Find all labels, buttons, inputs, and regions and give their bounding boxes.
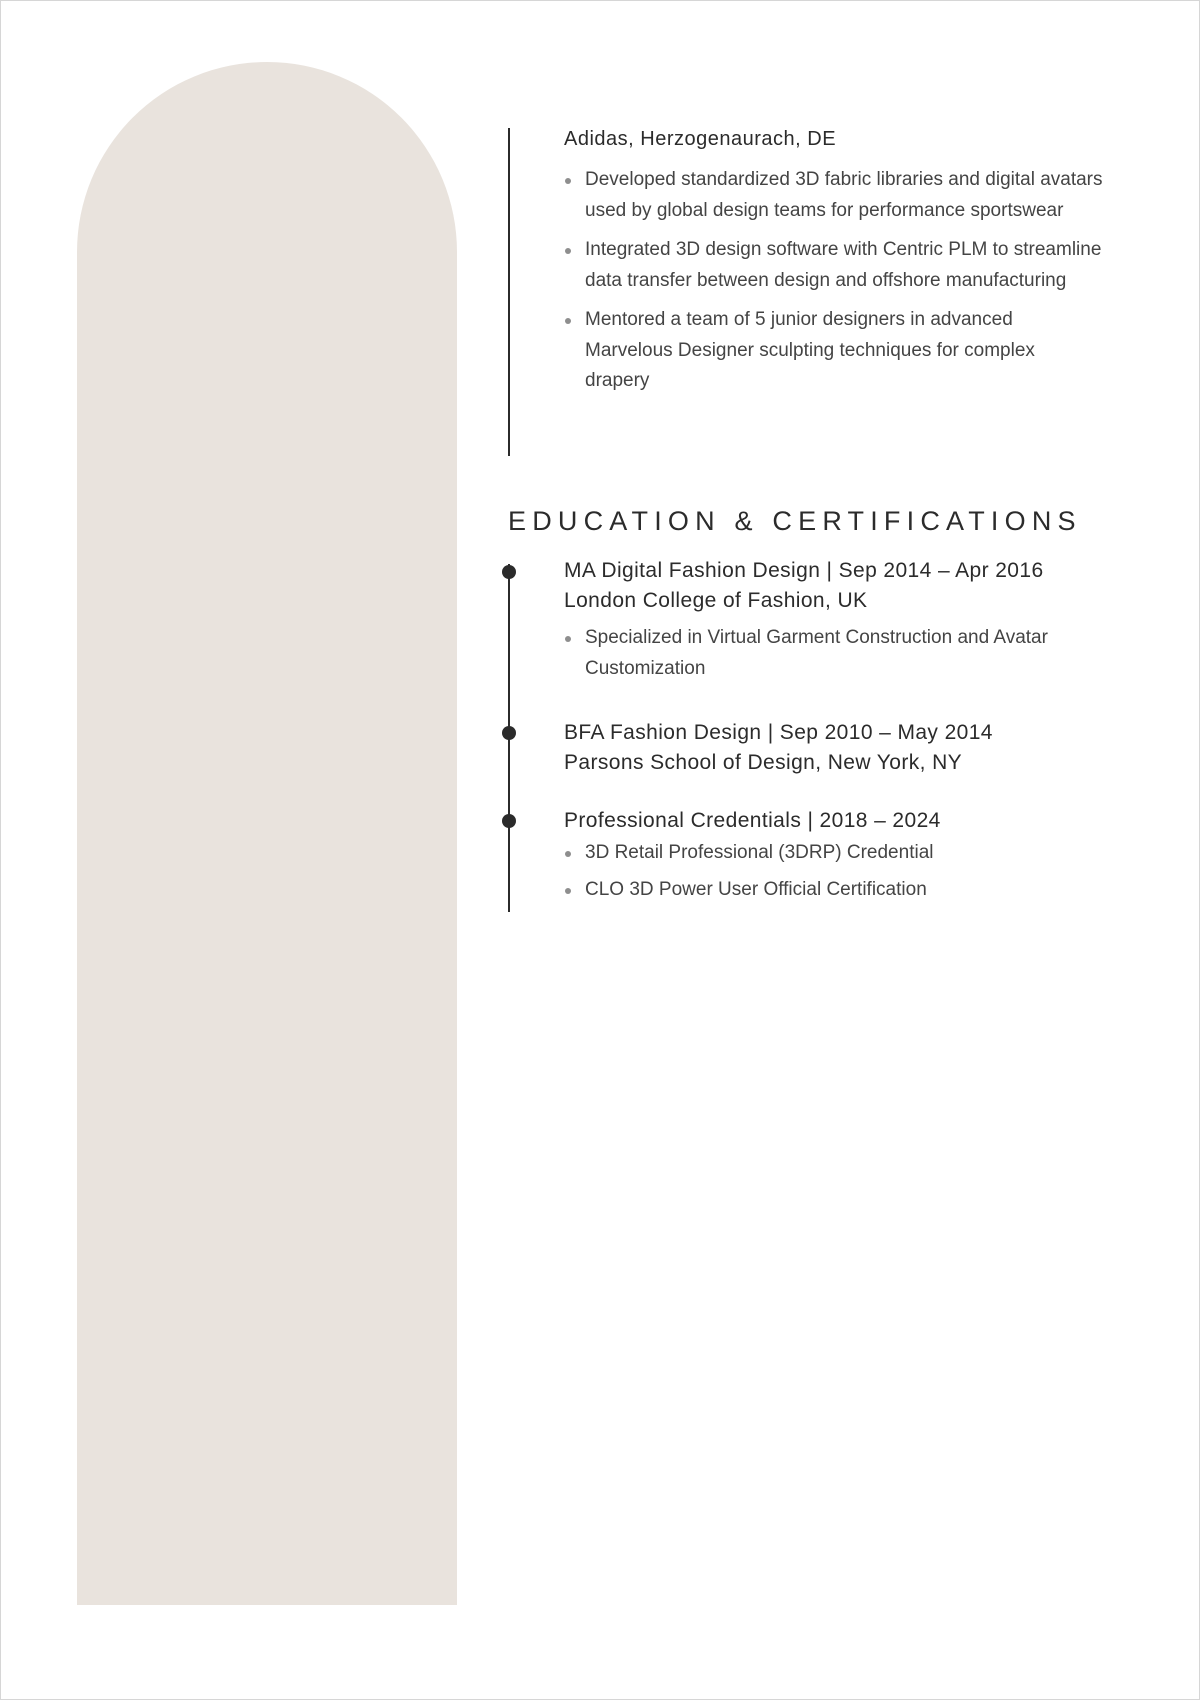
company-name: Adidas, Herzogenaurach, DE — [564, 128, 837, 150]
education-entry-ma — [564, 556, 1124, 690]
credentials-bullet-list — [564, 838, 1124, 905]
education-bullet: Specialized in Virtual Garment Construction and Avatar Customization — [564, 623, 1124, 684]
timeline-dot — [502, 565, 516, 579]
education-entry-bfa — [564, 718, 1124, 778]
section-heading-education: EDUCATION & CERTIFICATIONS — [508, 506, 1082, 536]
experience-bullet: Developed standardized 3D fabric libraries and digital avatars used by global design teams for performance sportswear — [564, 165, 1104, 226]
credential-bullet: CLO 3D Power User Official Certification — [564, 875, 1124, 906]
degree-title: BFA Fashion Design | Sep 2010 – May 2014 — [564, 721, 993, 744]
experience-entry — [508, 128, 1148, 456]
degree-title: MA Digital Fashion Design | Sep 2014 – Apr 2016 — [564, 559, 1044, 582]
credentials-entry — [564, 806, 1124, 911]
institution-name: Parsons School of Design, New York, NY — [564, 751, 963, 774]
credentials-title: Professional Credentials | 2018 – 2024 — [564, 809, 941, 832]
decorative-arch-panel — [77, 62, 457, 1605]
education-bullet-list — [564, 623, 1124, 684]
timeline-line — [508, 128, 510, 456]
education-timeline — [508, 559, 1148, 912]
timeline-dot — [502, 814, 516, 828]
experience-bullet: Mentored a team of 5 junior designers in advanced Marvelous Designer sculpting techniques for complex drapery — [564, 305, 1104, 397]
credential-bullet: 3D Retail Professional (3DRP) Credential — [564, 838, 1124, 869]
experience-bullet-list — [564, 165, 1104, 406]
timeline-dot — [502, 726, 516, 740]
institution-name: London College of Fashion, UK — [564, 589, 868, 612]
experience-bullet: Integrated 3D design software with Centric PLM to streamline data transfer between design and offshore manufacturing — [564, 235, 1104, 296]
